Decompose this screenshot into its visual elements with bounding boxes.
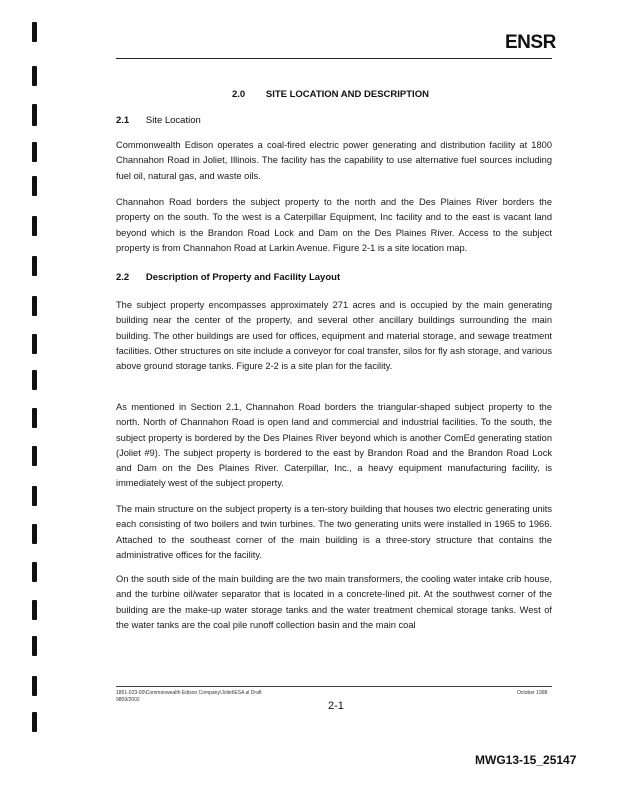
binding-mark: [32, 66, 37, 86]
binding-mark: [32, 600, 37, 620]
binding-mark: [32, 142, 37, 162]
binding-mark: [32, 256, 37, 276]
section-number: 2.0: [232, 89, 246, 100]
binding-mark: [32, 296, 37, 316]
binding-mark: [32, 334, 37, 354]
footer-file-path: 1861-023-00\Commonwealth Edison Company\Joliet\ESA al Draft: [116, 690, 262, 696]
paragraph: The main structure on the subject property is a ten-story building that houses two electric generating units each consisting of two boilers and twin turbines. The two generating units were installed in 1965 to 1966. Attached to the southeast corner of the main building is a three-story structure that contains the administrative offices for the facility.: [116, 504, 552, 560]
footer-file-date: 9809/2002: [116, 697, 140, 703]
page-number: 2-1: [328, 700, 344, 712]
paragraph: As mentioned in Section 2.1, Channahon Road borders the triangular-shaped subject property to the north. North of Channahon Road is open land and commercial and industrial facilities. To the south, the subject property is bordered by the Des Plaines River beyond which is another ComEd generating station (Joliet #9). The subject property is bordered to the east by Brandon Road and the Brandon Road Lock and Dam on the Des Plaines River. Caterpillar, Inc., a heavy equipment manufacturing facility, is immediately west of the subject property.: [116, 402, 552, 489]
bates-number: MWG13-15_25147: [475, 753, 577, 767]
binding-mark: [32, 104, 37, 126]
binding-mark: [32, 446, 37, 466]
footer-file-reference: [116, 690, 262, 704]
binding-mark: [32, 408, 37, 428]
subsection-title: Site Location: [145, 115, 201, 126]
binding-mark: [32, 636, 37, 656]
footer-date: October 1998: [517, 690, 548, 696]
paragraph: On the south side of the main building are the two main transformers, the cooling water intake crib house, and the turbine oil/water separator that is located in a concrete-lined pit. At the southwest corner of the building are the make-up water storage tanks and the water treatment chemical storage tanks. West of the water tanks are the coal pile runoff collection basin and the main coal: [116, 574, 552, 630]
binding-mark: [32, 22, 37, 42]
paragraph: The subject property encompasses approximately 271 acres and is occupied by the main generating building near the center of the property, and several other ancillary buildings surrounding the main building. The other buildings are used for offices, equipment and material storage, and sewage treatment facilities. Other structures on site include a conveyor for coal transfer, silos for fly ash storage, and various above ground storage tanks. Figure 2-2 is a site plan for the facility.: [116, 300, 552, 372]
binding-mark: [32, 712, 37, 732]
header-rule: [116, 58, 552, 59]
subsection-heading: [116, 272, 340, 283]
paragraph: Channahon Road borders the subject property to the north and the Des Plaines River borders the property on the south. To the west is a Caterpillar Equipment, Inc facility and to the east is vacant land beyond which is the Brandon Road Lock and Dam on the Des Plaines River. Access to the subject property is from Channahon Road at Larkin Avenue. Figure 2-1 is a site location map.: [116, 197, 552, 253]
subsection-number: 2.2: [116, 272, 130, 283]
footer-rule: [116, 686, 552, 687]
binding-mark: [32, 370, 37, 390]
subsection-title: Description of Property and Facility Layout: [145, 272, 341, 283]
subsection-heading: [116, 115, 201, 126]
binding-mark: [32, 676, 37, 696]
paragraph: Commonwealth Edison operates a coal-fired electric power generating and distribution facility at 1800 Channahon Road in Joliet, Illinois. The facility has the capability to use alternative fuel sources including fuel oil, natural gas, and waste oils.: [116, 140, 552, 181]
binding-mark: [32, 216, 37, 236]
binding-mark: [32, 562, 37, 582]
binding-mark: [32, 524, 37, 544]
company-logo: ENSR: [505, 32, 556, 53]
subsection-number: 2.1: [116, 115, 130, 126]
binding-mark: [32, 176, 37, 196]
section-heading: [232, 89, 429, 100]
binding-mark: [32, 486, 37, 506]
section-title: SITE LOCATION AND DESCRIPTION: [265, 89, 429, 100]
